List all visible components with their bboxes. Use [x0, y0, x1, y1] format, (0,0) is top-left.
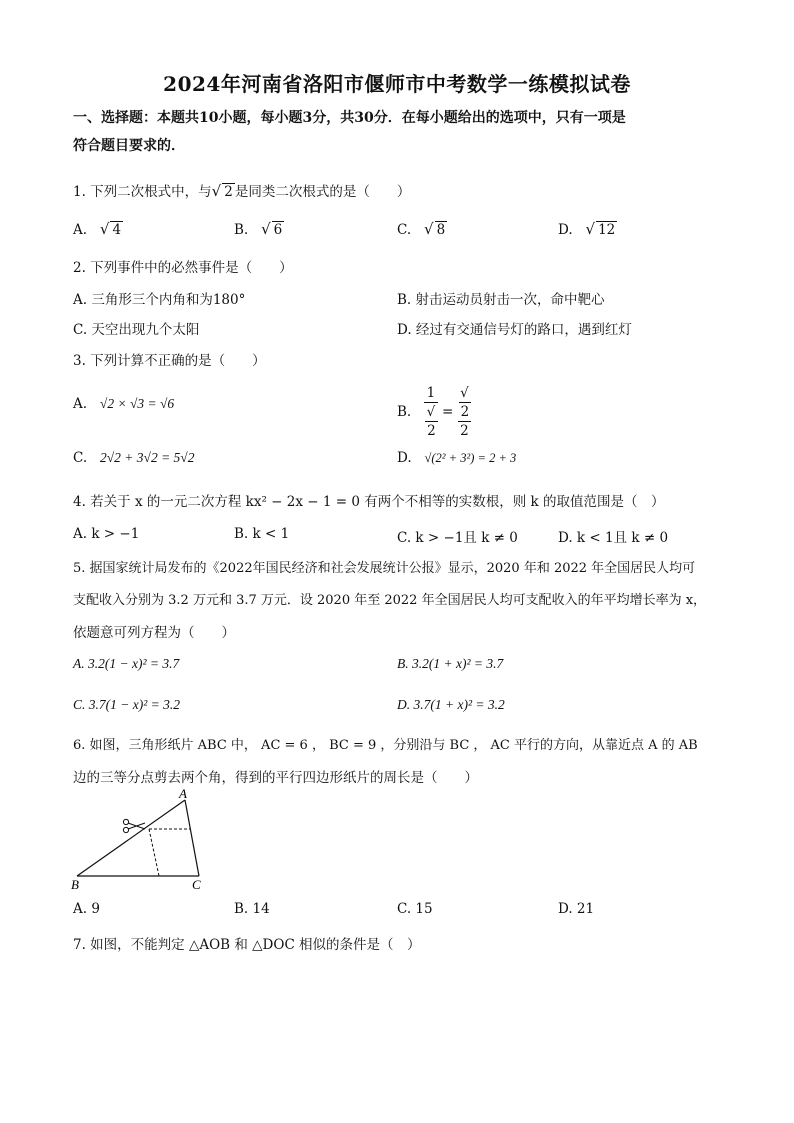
option-expression: 2√2 + 3√2 = 5√2	[100, 450, 195, 465]
vertex-label-a: A	[179, 788, 187, 801]
option-label: D.	[397, 450, 412, 466]
question-3-option-d	[397, 450, 516, 466]
option-label: D.	[558, 222, 573, 238]
question-5-line1: 5. 据国家统计局发布的《2022年国民经济和社会发展统计公报》显示，2020 年和 2022 年全国居民人均可	[73, 561, 696, 576]
question-6-line1: 6. 如图，三角形纸片 ABC 中， AC = 6 ， BC = 9 ，分别沿与 BC ， AC 平行的方向，从靠近点 A 的 AB	[73, 738, 698, 753]
section-heading-line1: 一、选择题：本题共10小题，每小题3分，共30分．在每小题给出的选项中，只有一项是	[73, 110, 626, 126]
question-5-option-d: D. 3.7(1 + x)² = 3.2	[397, 697, 505, 712]
question-5-option-a: A. 3.2(1 − x)² = 3.7	[73, 656, 180, 671]
question-1-option-a: A. √ 4	[73, 220, 122, 238]
question-1-stem: 1. 下列二次根式中，与√ 2 是同类二次根式的是（ ）	[73, 182, 411, 200]
option-radicand: 12	[598, 222, 616, 238]
option-label: A.	[73, 396, 88, 412]
question-5-option-b: B. 3.2(1 + x)² = 3.7	[397, 656, 504, 671]
question-6-option-a: A. 9	[73, 901, 100, 917]
question-5-option-c: C. 3.7(1 − x)² = 3.2	[73, 697, 181, 712]
fraction-right: √ 2 2	[458, 384, 472, 440]
option-label: A.	[73, 222, 88, 238]
question-2-option-b: B. 射击运动员射击一次，命中靶心	[397, 292, 605, 308]
question-2-option-d: D. 经过有交通信号灯的路口，遇到红灯	[397, 322, 632, 338]
option-label: C.	[73, 450, 88, 466]
option-radicand: 4	[112, 222, 122, 238]
question-4-stem: 4. 若关于 x 的一元二次方程 kx² − 2x − 1 = 0 有两个不相等的实数根，则 k 的取值范围是（ ）	[73, 494, 665, 510]
page-title: 2024年河南省洛阳市偃师市中考数学一练模拟试卷	[163, 72, 631, 96]
question-3-option-a	[73, 396, 174, 412]
option-radicand: 8	[436, 222, 446, 238]
section-heading-line2: 符合题目要求的．	[73, 138, 185, 154]
question-4-option-a: A. k > −1	[73, 526, 140, 542]
question-3-option-c	[73, 450, 194, 466]
question-2-option-c: C. 天空出现九个太阳	[73, 322, 200, 338]
cut-line-parallel-ac	[149, 829, 159, 876]
question-3-option-b: B. 1 √ 2 = √ 2 2	[397, 385, 470, 439]
option-expression: √2 × √3 = √6	[99, 396, 175, 411]
question-2-option-a: A. 三角形三个内角和为180°	[73, 292, 246, 308]
option-radicand: 6	[273, 222, 283, 238]
question-2-stem: 2. 下列事件中的必然事件是（ ）	[73, 260, 293, 276]
edge-ac	[185, 800, 199, 876]
section-heading	[73, 104, 733, 160]
option-label: B.	[234, 222, 249, 238]
question-3-stem: 3. 下列计算不正确的是（ ）	[73, 353, 266, 369]
question-4-option-b: B. k < 1	[234, 526, 290, 542]
question-4-option-c: C. k > −1且 k ≠ 0	[397, 530, 518, 546]
option-label: B.	[397, 404, 412, 420]
fraction-left: 1 √ 2	[424, 384, 438, 440]
edge-ab	[77, 800, 185, 876]
option-expression: √(2² + 3²) = 2 + 3	[424, 451, 517, 465]
question-5-line3: 依题意可列方程为（ ）	[73, 625, 235, 641]
question-7-stem: 7. 如图，不能判定 △AOB 和 △DOC 相似的条件是（ ）	[73, 937, 421, 953]
question-1-option-c: C. √ 8	[397, 220, 446, 238]
triangle-figure	[68, 788, 218, 893]
vertex-label-b: B	[71, 877, 79, 892]
question-1-radicand: 2	[224, 184, 233, 200]
question-1-stem-part1: 1. 下列二次根式中，与	[73, 184, 212, 200]
question-6-option-d: D. 21	[558, 901, 595, 917]
question-1-stem-part2: 是同类二次根式的是（ ）	[234, 184, 411, 200]
question-4-option-d: D. k < 1且 k ≠ 0	[558, 530, 669, 546]
question-1-option-b: B. √ 6	[234, 220, 283, 238]
question-1-option-d: D. √ 12	[558, 220, 616, 238]
question-6-option-c: C. 15	[397, 901, 433, 917]
option-label: C.	[397, 222, 412, 238]
vertex-label-c: C	[192, 877, 201, 892]
question-5-line2: 支配收入分别为 3.2 万元和 3.7 万元．设 2020 年至 2022 年全国居民人均可支配收入的年平均增长率为 x，	[73, 593, 707, 608]
question-6-line2: 边的三等分点剪去两个角，得到的平行四边形纸片的周长是（ ）	[73, 770, 478, 786]
question-6-option-b: B. 14	[234, 901, 270, 917]
